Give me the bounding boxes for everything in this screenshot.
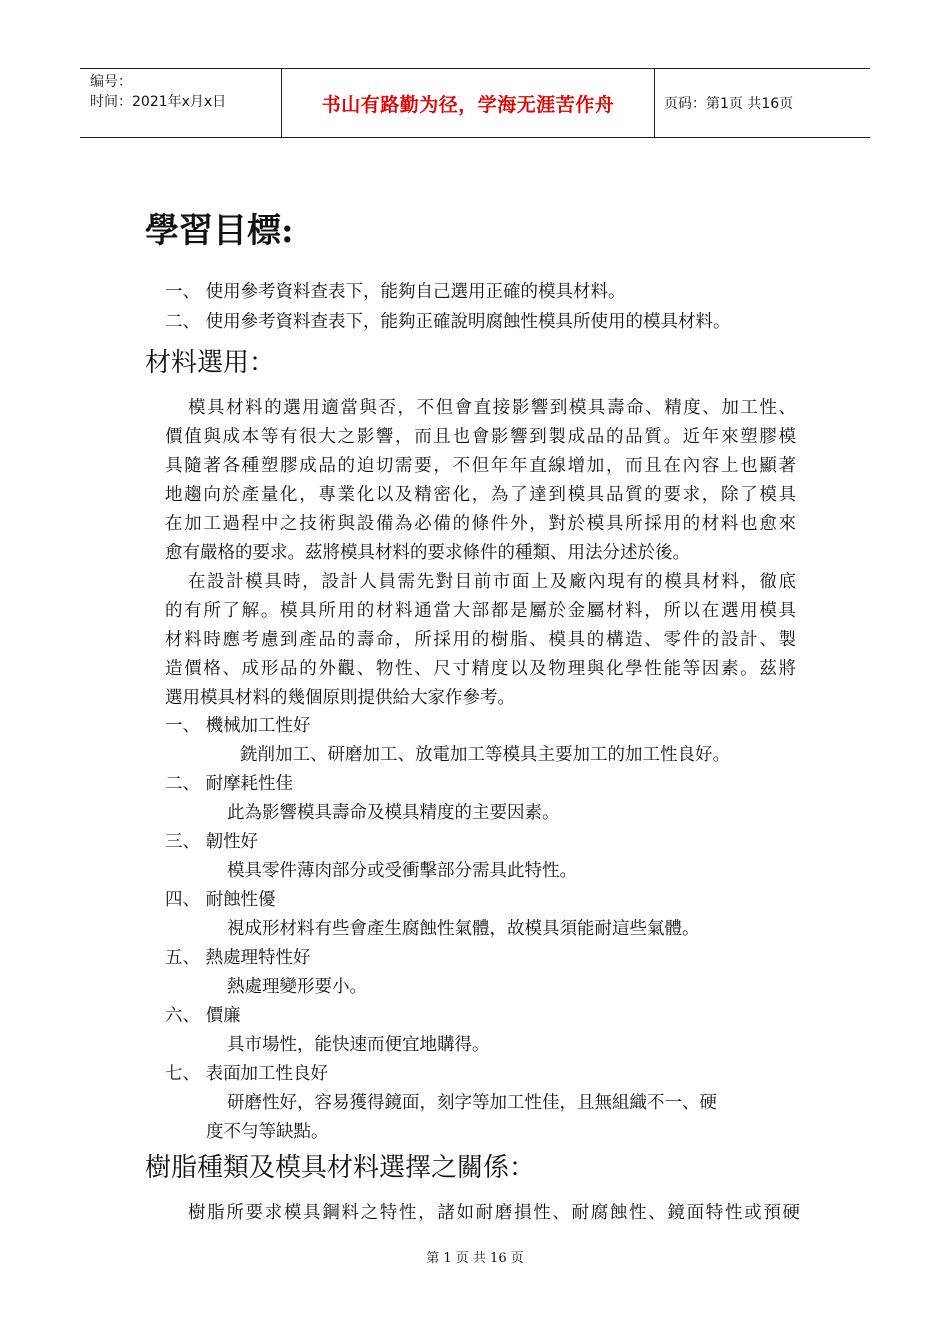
- paragraph-line: 造價格、成形品的外觀、物性、尺寸精度以及物理與化學性能等因素。茲將: [165, 659, 796, 679]
- principle-desc: 研磨性好，容易獲得鏡面，刻字等加工性佳，且無組織不一、硬: [227, 1093, 717, 1113]
- paragraph-line: 在設計模具時，設計人員需先對目前市面上及廠內現有的模具材料，徹底: [188, 572, 796, 592]
- paragraph-line: 模具材料的選用適當與否，不但會直接影響到模具壽命、精度、加工性、: [188, 398, 796, 418]
- principle-title: 三、 韌性好: [165, 832, 259, 852]
- principle-title: 七、 表面加工性良好: [165, 1064, 329, 1084]
- principle-desc: 具市場性，能快速而便宜地購得。: [227, 1035, 490, 1055]
- resin-relation-heading: 樹脂種類及模具材料選擇之關係：: [145, 1153, 536, 1183]
- principle-desc: 度不勻等缺點。: [206, 1122, 329, 1142]
- principle-desc: 此為影響模具壽命及模具精度的主要因素。: [227, 803, 560, 823]
- header-meta: [90, 72, 226, 112]
- principle-title: 六、 價廉: [165, 1006, 241, 1026]
- paragraph-line: 樹脂所要求模具鋼料之特性，諸如耐磨損性、耐腐蝕性、鏡面特性或預硬: [188, 1203, 800, 1223]
- principle-desc: 模具零件薄肉部分或受衝擊部分需具此特性。: [227, 861, 577, 881]
- objective-item: 二、 使用參考資料查表下，能夠正確說明腐蝕性模具所使用的模具材料。: [165, 312, 731, 332]
- page-header: [80, 68, 870, 138]
- paragraph-line: 選用模具材料的幾個原則提供給大家作參考。: [165, 688, 515, 708]
- principle-desc: 熱處理變形要小。: [227, 977, 367, 997]
- paragraph-line: 愈有嚴格的要求。茲將模具材料的要求條件的種類、用法分述於後。: [165, 543, 690, 563]
- principle-desc: 視成形材料有些會產生腐蝕性氣體，故模具須能耐這些氣體。: [227, 919, 700, 939]
- objectives-heading: 學習目標:: [145, 211, 294, 251]
- principle-title: 五、 熱處理特性好: [165, 948, 311, 968]
- serial-label: 编号：: [90, 74, 132, 90]
- page-footer: 第 1 页 共 16 页: [426, 1251, 524, 1266]
- paragraph-line: 價值與成本等有很大之影響，而且也會影響到製成品的品質。近年來塑膠模: [165, 427, 796, 447]
- header-page-info: 页码：第1页 共16页: [664, 96, 794, 112]
- header-divider: [654, 69, 655, 137]
- paragraph-line: 地趨向於產量化，專業化以及精密化，為了達到模具品質的要求，除了模具: [165, 485, 796, 505]
- principle-title: 四、 耐蝕性優: [165, 890, 276, 910]
- paragraph-line: 的有所了解。模具所用的材料通當大部都是屬於金屬材料，所以在選用模具: [165, 601, 796, 621]
- paragraph-line: 在加工過程中之技術與設備為必備的條件外，對於模具所採用的材料也愈來: [165, 514, 796, 534]
- objective-item: 一、 使用參考資料查表下，能夠自己選用正確的模具材料。: [165, 282, 626, 302]
- material-selection-heading: 材料選用：: [145, 348, 276, 378]
- paragraph-line: 材料時應考慮到產品的壽命，所採用的樹脂、模具的構造、零件的設計、製: [165, 630, 796, 650]
- header-motto: 书山有路勤为径，学海无涯苦作舟: [321, 93, 615, 116]
- principle-title: 二、 耐摩耗性佳: [165, 774, 294, 794]
- principle-title: 一、 機械加工性好: [165, 716, 311, 736]
- paragraph-line: 具隨著各種塑膠成品的迫切需要，不但年年直線增加，而且在內容上也顯著: [165, 456, 796, 476]
- principle-desc: 銑削加工、研磨加工、放電加工等模具主要加工的加工性良好。: [240, 745, 730, 765]
- date-label: 时间：2021年x月x日: [90, 94, 227, 110]
